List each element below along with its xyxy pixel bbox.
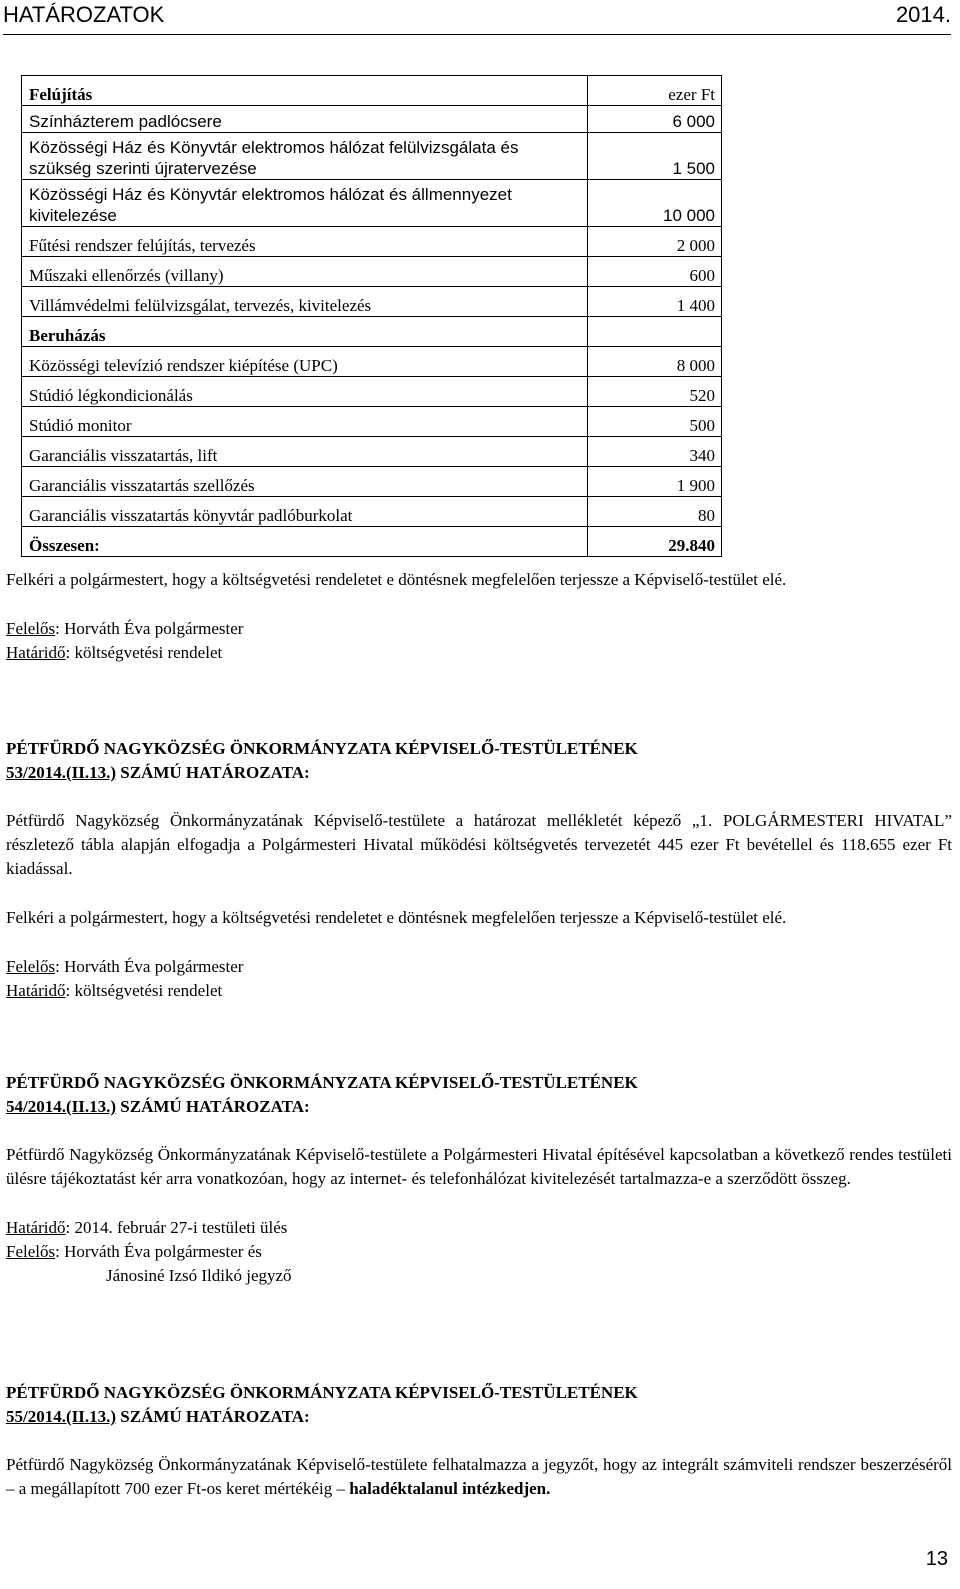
table-total-row: Összesen: 29.840 xyxy=(22,527,722,557)
resolution-54 xyxy=(6,1071,952,1288)
responsible-line-second: Jánosiné Izsó Ildikó jegyző xyxy=(106,1266,292,1285)
instruction-text: Felkéri a polgármestert, hogy a költségvetési rendeletet e döntésnek megfelelően terjessze a Képviselő-testület elé. xyxy=(6,908,787,927)
table-row: Stúdió monitor 500 xyxy=(22,407,722,437)
header-year: 2014. xyxy=(895,2,951,27)
budget-table xyxy=(21,75,722,557)
resolution-text: Pétfürdő Nagyközség Önkormányzatának Képviselő-testülete a Polgármesteri Hivatal építésével kapcsolatban a következő rendes testületi ülésre tájékoztatást kér arra vonatkozóan, hogy az internet- és telefonhálózat kivitelezését tartalmazza-e a szerződött összeg. xyxy=(6,1145,952,1188)
responsible-line: Felelős: Horváth Éva polgármester xyxy=(6,957,244,976)
responsible-line: Felelős: Horváth Éva polgármester és xyxy=(6,1242,262,1261)
resolution-text: Pétfürdő Nagyközség Önkormányzatának Képviselő-testülete felhatalmazza a jegyzőt, hogy az integrált számviteli rendszer beszerzéséről – a megállapított 700 ezer Ft-os keret mértékéig – haladéktalanul intézkedjen. xyxy=(6,1455,952,1498)
resolution-number: 55/2014.(II.13.) SZÁMÚ HATÁROZATA: xyxy=(6,1407,310,1426)
table-row: Fűtési rendszer felújítás, tervezés 2 000 xyxy=(22,227,722,257)
table-row: Műszaki ellenőrzés (villany) 600 xyxy=(22,257,722,287)
table-row: Garanciális visszatartás szellőzés 1 900 xyxy=(22,467,722,497)
table-row: Közösségi televízió rendszer kiépítése (UPC) 8 000 xyxy=(22,347,722,377)
table-row: Közösségi Ház és Könyvtár elektromos hálózat felülvizsgálata és szükség szerinti újratervezése 1 500 xyxy=(22,133,722,180)
table-row: Stúdió légkondicionálás 520 xyxy=(22,377,722,407)
deadline-line: Határidő: költségvetési rendelet xyxy=(6,981,223,1000)
header-title: HATÁROZATOK xyxy=(3,2,165,27)
table-title: Felújítás xyxy=(22,76,588,106)
resolution-heading: PÉTFÜRDŐ NAGYKÖZSÉG ÖNKORMÁNYZATA KÉPVISELŐ-TESTÜLETÉNEK xyxy=(6,1073,638,1092)
resolution-55 xyxy=(6,1381,952,1501)
resolution-53 xyxy=(6,737,952,1003)
deadline-line: Határidő: 2014. február 27-i testületi ülés xyxy=(6,1218,288,1237)
instruction-block-1 xyxy=(6,568,952,665)
page-header xyxy=(3,0,951,35)
resolution-heading: PÉTFÜRDŐ NAGYKÖZSÉG ÖNKORMÁNYZATA KÉPVISELŐ-TESTÜLETÉNEK xyxy=(6,1383,638,1402)
deadline-line: Határidő: költségvetési rendelet xyxy=(6,643,223,662)
resolution-heading: PÉTFÜRDŐ NAGYKÖZSÉG ÖNKORMÁNYZATA KÉPVISELŐ-TESTÜLETÉNEK xyxy=(6,739,638,758)
table-row: Színházterem padlócsere 6 000 xyxy=(22,106,722,133)
table-row: Garanciális visszatartás, lift 340 xyxy=(22,437,722,467)
page-number: 13 xyxy=(925,1548,948,1570)
responsible-line: Felelős: Horváth Éva polgármester xyxy=(6,619,244,638)
instruction-text: Felkéri a polgármestert, hogy a költségvetési rendeletet e döntésnek megfelelően terjessze a Képviselő-testület elé. xyxy=(6,570,787,589)
resolution-text: Pétfürdő Nagyközség Önkormányzatának Képviselő-testülete a határozat mellékletét képező „1. POLGÁRMESTERI HIVATAL” részletező tábla alapján elfogadja a Polgármesteri Hivatal működési költségvetés tervezetét 445 ezer Ft bevétellel és 118.655 ezer Ft kiadással. xyxy=(6,811,952,878)
table-row: Közösségi Ház és Könyvtár elektromos hálózat és állmennyezet kivitelezése 10 000 xyxy=(22,180,722,227)
resolution-number: 54/2014.(II.13.) SZÁMÚ HATÁROZATA: xyxy=(6,1097,310,1116)
table-section-heading: Beruházás xyxy=(22,317,722,347)
table-row: Villámvédelmi felülvizsgálat, tervezés, kivitelezés 1 400 xyxy=(22,287,722,317)
table-row: Garanciális visszatartás könyvtár padlóburkolat 80 xyxy=(22,497,722,527)
table-unit: ezer Ft xyxy=(588,76,722,106)
resolution-number: 53/2014.(II.13.) SZÁMÚ HATÁROZATA: xyxy=(6,763,310,782)
